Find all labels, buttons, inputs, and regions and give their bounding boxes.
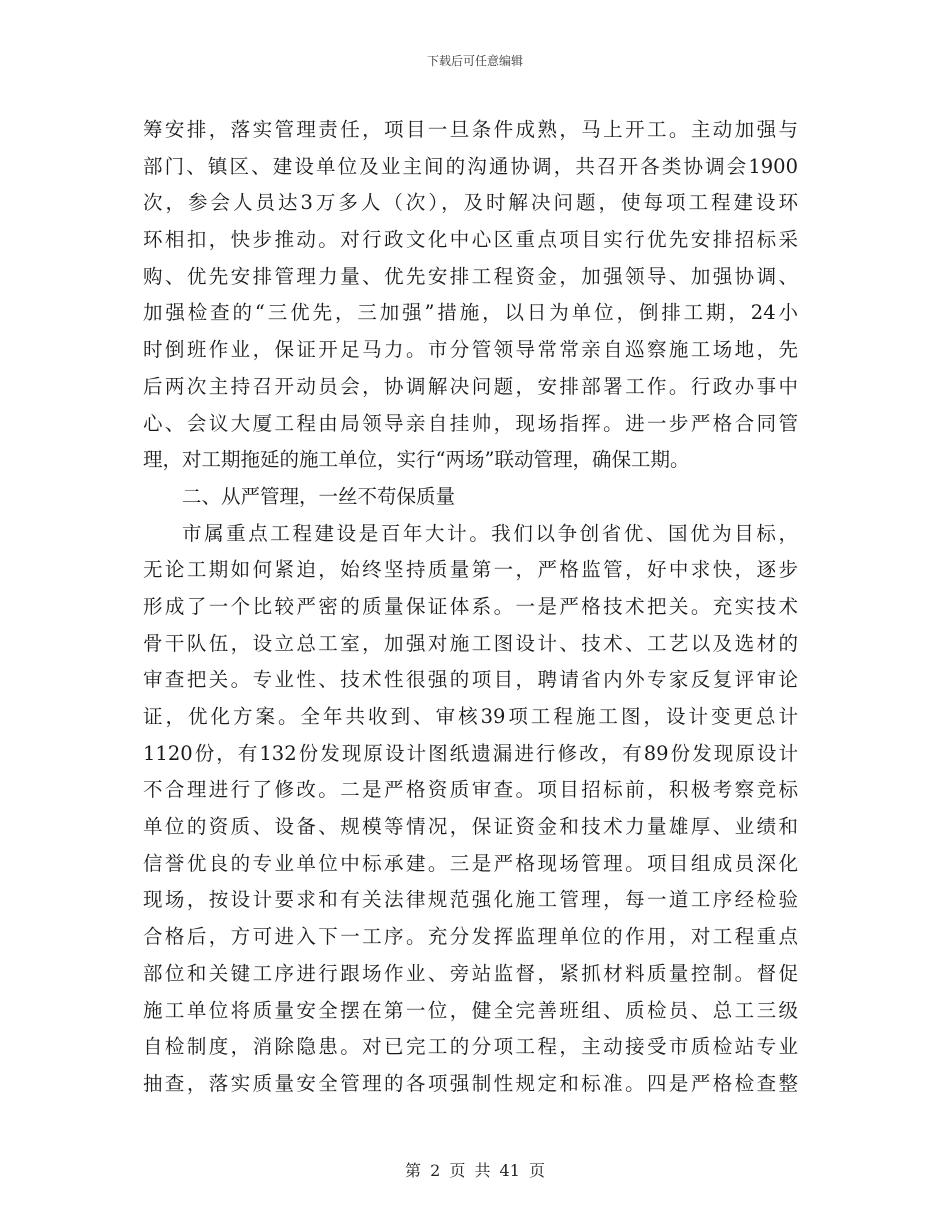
text-line: 1120份，有132份发现原设计图纸遗漏进行修改，有89份发现原设计 xyxy=(143,741,798,765)
text-line: 环相扣，快步推动。对行政文化中心区重点项目实行优先安排招标采 xyxy=(143,228,798,252)
text-line: 证，优化方案。全年共收到、审核39项工程施工图，设计变更总计 xyxy=(143,705,798,728)
text-line: 市属重点工程建设是百年大计。我们以争创省优、国优为目标， xyxy=(182,521,798,545)
section-heading: 二、从严管理，一丝不苟保质量 xyxy=(182,484,456,508)
text-line: 购、优先安排管理力量、优先安排工程资金，加强领导、加强协调、 xyxy=(143,264,798,288)
text-line: 信誉优良的专业单位中标承建。三是严格现场管理。项目组成员深化 xyxy=(143,851,798,875)
text-line: 骨干队伍，设立总工室，加强对施工图设计、技术、工艺以及选材的 xyxy=(143,631,798,655)
text-line: 次，参会人员达3万多人（次），及时解决问题，使每项工程建设环 xyxy=(143,191,798,215)
text-line: 时倒班作业，保证开足马力。市分管领导常常亲自巡察施工场地，先 xyxy=(143,338,798,362)
page-number-footer: 第 2 页 共 41 页 xyxy=(405,1161,545,1180)
text-line: 无论工期如何紧迫，始终坚持质量第一，严格监管，好中求快，逐步 xyxy=(143,558,798,582)
text-line: 形成了一个比较严密的质量保证体系。一是严格技术把关。充实技术 xyxy=(143,594,798,618)
text-line: 部门、镇区、建设单位及业主间的沟通协调，共召开各类协调会1900 xyxy=(143,154,798,178)
document-body xyxy=(143,112,798,1103)
text-line: 心、会议大厦工程由局领导亲自挂帅，现场指挥。进一步严格合同管 xyxy=(143,411,798,435)
text-line: 加强检查的“三优先，三加强”措施，以日为单位，倒排工期，24小 xyxy=(143,301,798,325)
text-line: 单位的资质、设备、规模等情况，保证资金和技术力量雄厚、业绩和 xyxy=(143,815,798,839)
text-line: 审查把关。专业性、技术性很强的项目，聘请省内外专家反复评审论 xyxy=(143,668,798,692)
text-line: 施工单位将质量安全摆在第一位，健全完善班组、质检员、总工三级 xyxy=(143,998,798,1022)
text-line: 抽查，落实质量安全管理的各项强制性规定和标准。四是严格检查整 xyxy=(143,1071,798,1095)
text-line: 部位和关键工序进行跟场作业、旁站监督，紧抓材料质量控制。督促 xyxy=(143,961,798,985)
text-line: 理，对工期拖延的施工单位，实行“两场”联动管理，确保工期。 xyxy=(143,448,690,472)
text-line: 自检制度，消除隐患。对已完工的分项工程，主动接受市质检站专业 xyxy=(143,1035,798,1059)
text-line: 合格后，方可进入下一工序。充分发挥监理单位的作用，对工程重点 xyxy=(143,925,798,949)
text-line: 后两次主持召开动员会，协调解决问题，安排部署工作。行政办事中 xyxy=(143,374,798,398)
page-header: 下载后可任意编辑 xyxy=(426,54,523,68)
text-line: 筹安排，落实管理责任，项目一旦条件成熟，马上开工。主动加强与 xyxy=(143,118,798,141)
text-line: 现场，按设计要求和有关法律规范强化施工管理，每一道工序经检验 xyxy=(143,888,798,912)
text-line: 不合理进行了修改。二是严格资质审查。项目招标前，积极考察竞标 xyxy=(143,778,798,802)
